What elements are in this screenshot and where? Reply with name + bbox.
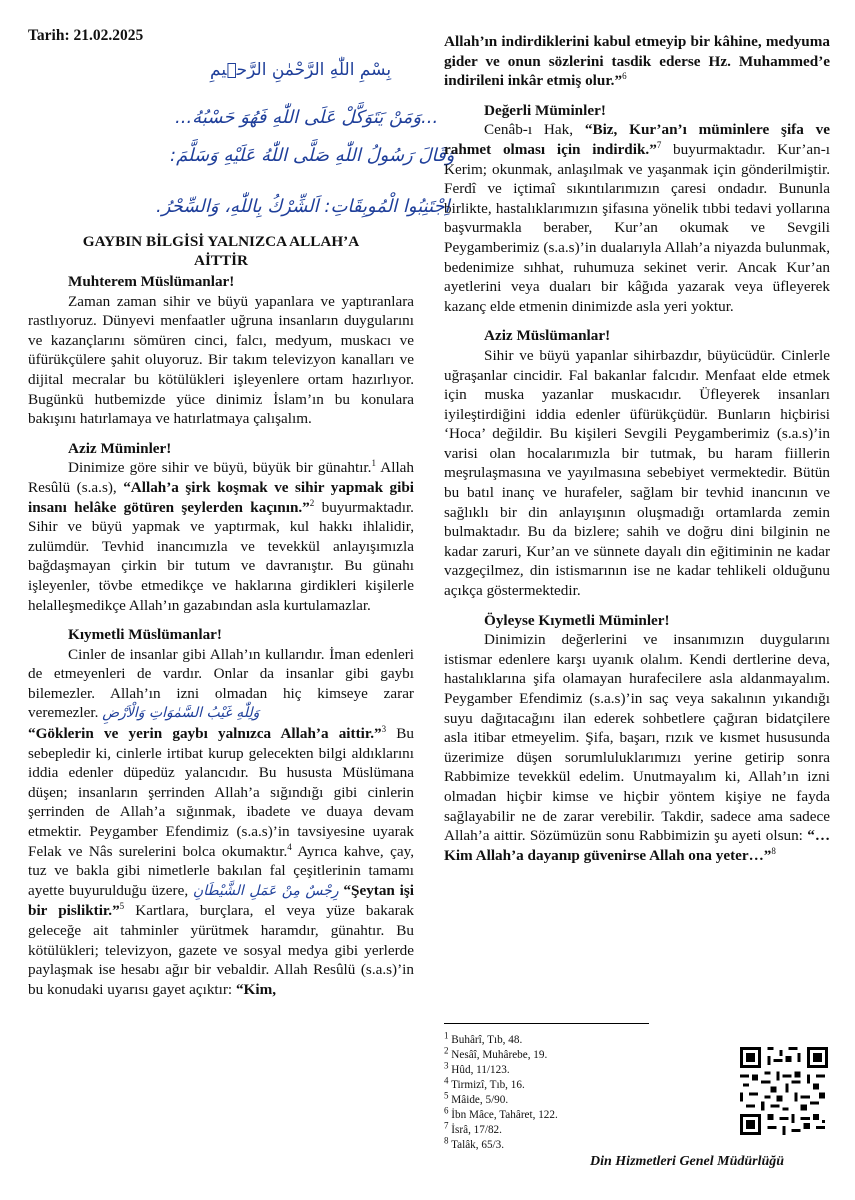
title-line-1: GAYBIN BİLGİSİ YALNIZCA ALLAH’A: [82, 233, 360, 250]
p-r3-text: Dinimizin değerlerini ve insanımızın duygularını istismar edenlere karşı uyanık olalım. Kendi dertlerine deva, hastalıklarına şifa olamayan hurafecilere asla aldanmayalım. Peygamber Efendimiz (s.a.s)’in saç veya sakalının yıkandığı suyu dağıtacağını ilan ederek sohbetlere çağıran bidatçilere asla itibar etmeyelim. Şifa, başarı, rızık ve kısmet hususunda üzerimize düşen sorumluluklarımızı yerine getirip sonra Rabbimize tevekkül edelim. Unutmayalım ki, Allah’ın izni olmadan hiçbir kimse ve hiçbir yöntem kişiye ne fayda sağlayabilir ne de zarar verebilir. Takdir, sadece ama sadece Allah’a aittir. Sözümüzün sonu Rabbimizin şu ayeti olsun:: [444, 631, 830, 845]
hadith-quote-kahin: Allah’ın indirdiklerini kabul etmeyip bir kâhine, medyuma gider ve onun sözlerini tasdik ederse Hz. Muhammed’e indirileni inkâr etmiş olur.”: [444, 33, 830, 90]
p2-text-a: Dinimize göre sihir ve büyü, büyük bir günahtır.: [68, 459, 372, 477]
title-line-2: AİTTİR: [193, 252, 249, 269]
heading-aziz-muslumanlar: Aziz Müslümanlar!: [484, 327, 611, 345]
footnote-item: $^5$ Mâide, 5/90.: [444, 1090, 509, 1106]
paragraph-conclusion: [444, 630, 830, 865]
footnote-item: $^8$ Talâk, 65/3.: [444, 1135, 505, 1151]
footnote-ref-8: 8: [771, 845, 776, 856]
verse-quote-shifa: “Biz, Kur’an’ı müminlere şifa ve rahmet olması için indirdik.”: [444, 121, 830, 158]
arabic-inline-ghayb: وَلِلّٰهِ غَيْبُ السَّمٰوَاتِ وَالْاَرْضِ: [102, 705, 260, 722]
verse-quote-rijs: “Şeytan işi bir pisliktir.”: [28, 881, 415, 920]
footnote-item: $^2$ Nesâî, Muhârebe, 19.: [444, 1045, 548, 1061]
footnote-ref-4: 4: [287, 841, 292, 852]
footnote-item: $^6$ İbn Mâce, Tahâret, 122.: [444, 1105, 558, 1121]
paragraph-hadith-continued: [444, 32, 830, 91]
footnote-item: $^4$ Tirmizî, Tıb, 16.: [444, 1075, 525, 1091]
arabic-inline-rijs: رِجْسٌ مِنْ عَمَلِ الشَّيْطَانِ: [192, 882, 339, 899]
p-r1-text-b: buyurmaktadır. Kur’an-ı Kerim; okunmak, anlaşılmak ve yaşanmak için gönderilmiştir. Ferdî ve içtimaî sıkıntılarımızın çaresi ondadır. Bununla birlikte, hastalıklarımızın şifasına yönelik tıbbi tedavi yollarına başvurmakla beraber, Kur’an okumak ve Sevgili Peygamberimiz (s.a.s)’in dualarıyla Allah’a niyazda bulunmak, bedenimize sıhhat, ruhumuza sekinet verir. Ancak Kur’an ayetlerini veya duaları bir kâğıda yazarak veya üfleyerek kazanç elde etmenin dinimizde asla yeri yoktur.: [444, 140, 830, 315]
arabic-hadith-intro: وَقَالَ رَسُولُ اللّٰهِ صَلَّى اللّٰهُ عَلَيْهِ وَسَلَّمَ:: [170, 145, 455, 166]
footnote-ref-3: 3: [381, 724, 387, 734]
paragraph-quran-shifa: [444, 120, 830, 316]
left-column: [28, 272, 414, 1009]
paragraph-jinn: [28, 645, 414, 1000]
verse-quote-ghayb: “Göklerin ve yerin gaybı yalnızca Allah’a aittir.”: [28, 725, 382, 743]
footnote-item: $^3$ Hûd, 11/123.: [444, 1060, 510, 1076]
p3-text-b: Bu sebepledir ki, cinlerle irtibat kurup gelecekten bilgi aldıklarını iddia edenler düpedüz yalancıdır. Bu hususta Müslümana düşen; insanların şerrinden Allah’a sığındığı gibi cinlerin şerrinden de Allah’a sığınmak, ibadete ve duaya devam etmektir. Peygamber Efendimiz (s.a.s)’in tavsiyesine uyarak Felak ve Nâs surelerini bolca okumaktır.: [28, 725, 414, 860]
arabic-verse-tawakkul: ...وَمَنْ يَتَوَكَّلْ عَلَى اللّٰهِ فَهُوَ حَسْبُهُ...: [175, 107, 439, 128]
p2-text-c: buyurmaktadır. Sihir ve büyü yapmak ve yaptırmak, kul hakkı ihlalidir, zulümdür. Tevhid inancımızla ve tevekkül anlayışımızla bağdaşmayan çirkin bir tutum ve davranıştır. Bu günahı işleyenler, tövbe etmedikçe ve haklarına girdikleri kişilerle helalleşmedikçe Allah’ın gazabından asla kurtulamazlar.: [28, 498, 414, 614]
footnote-ref-5: 5: [119, 901, 125, 912]
heading-degerli-mu-minler: Değerli Müminler!: [484, 101, 606, 119]
heading-kiymetli-muslumanlar: Kıymetli Müslümanlar!: [68, 626, 222, 644]
footnote-item: $^1$ Buhârî, Tıb, 48.: [444, 1030, 523, 1046]
p3-text-d: Kartlara, burçlara, el veya yüze bakarak geleceğe ait tahminler yürütmek haramdır, günahtır. Bu kötülükleri; televizyon, gazete ve sosyal medya gibi yerlerde paylaşmak ise hesabı ağır bir vebaldir. Allah Resûlü (s.a.s)’in bu konudaki uyarısı gayet açıktır:: [28, 902, 414, 998]
paragraph-intro: Zaman zaman sihir ve büyü yapanlara ve yaptıranlara rastlıyoruz. Dünyevi menfaatler uğruna insanların duygularını ve kazançlarını sömüren cinci, falcı, medyum, muskacı ve üfürükçülere şahit oluyoruz. Bir takım televizyon kanalları ve dijital mecralar bu kötülükleri işleyenlere ortam hazırlıyor. Bugünkü hutbemizde yüce dinimiz İslam’ın bu konulara bakışını hatırlamaya ve hatırlatmaya çalışalım.: [28, 292, 414, 428]
p-r1-text-a: Cenâb-ı Hak,: [484, 121, 585, 139]
heading-oyleyse: Öyleyse Kıymetli Müminler!: [484, 611, 670, 629]
sermon-date: Tarih: 21.02.2025: [28, 27, 144, 44]
verse-quote-tawakkul: “…Kim Allah’a dayanıp güvenirse Allah ona yeter…”: [444, 827, 830, 864]
footnote-ref-2: 2: [309, 497, 315, 508]
arabic-hadith-text: اِجْتَنِبُوا الْمُوبِقَاتِ: اَلشِّرْكُ بِاللّٰهِ، وَالسِّحْرُ.: [156, 196, 450, 217]
footnote-ref-7: 7: [656, 139, 662, 150]
footnote-ref-6: 6: [622, 71, 627, 82]
p3-text-a: Cinler de insanlar gibi Allah’ın kullarıdır. İman edenleri de etmeyenleri de vardır. Onlar da insanlar gibi gaybı bilemezler. Allah’ın izni olmadan hiç kimseye zarar veremezler.: [28, 645, 414, 722]
sermon-title: [28, 232, 414, 270]
p3-text-c: Ayrıca kahve, çay, tuz ve bakla gibi nimetlerle bakılan fal çeşitlerinin tamamı ayette buyurulduğu üzere,: [28, 842, 414, 899]
qr-code[interactable]: [740, 1047, 828, 1135]
hadith-quote-kim: “Kim,: [235, 980, 277, 998]
paragraph-sin: [28, 458, 414, 615]
signature-directorate: Din Hizmetleri Genel Müdürlüğü: [590, 1154, 785, 1169]
heading-aziz-mu-minler: Aziz Müminler!: [68, 439, 172, 457]
footnotes-list: [444, 1030, 704, 1153]
footnote-item: $^7$ İsrâ, 17/82.: [444, 1120, 502, 1136]
right-column: [444, 32, 830, 875]
p2-text-b: Allah Resûlü (s.a.s),: [28, 459, 415, 496]
basmala-calligraphy: بِسْمِ اللّٰهِ الرَّحْمٰنِ الرَّح۪يمِ: [210, 60, 392, 80]
heading-muhterem: Muhterem Müslümanlar!: [68, 273, 235, 290]
footnote-separator: [444, 1023, 649, 1024]
paragraph-sorcerers: Sihir ve büyü yapanlar sihirbazdır, büyücüdür. Cinlerle uğraşanlar cincidir. Fal bakanlar falcıdır. Menfaat elde etmek için muska yazanlar muskacıdır. Üfleyerek insanları iyileştirdiğini iddia edenler üfürükçüdür. Bunların hiçbirisi ‘Hoca’ değildir. Bu kişileri Sevgili Peygamberimiz (s.a.s)’in varisi olan hocalarımızla bir tutmak, bu haram fiillerin meşrulaşmasına ve yayılmasına sebebiyet vermektedir. Bütün bu batıl inanç ve hurafeler, sağlam bir tevhid inancının ve sağlıklı bir din anlayışının oluşmadığı ortamlarda zemin bulmaktadır. Bu da bizlere; sahih ve doğru dini bilginin ne kadar zaruri, Kur’an ve sünnete dayalı din eğitiminin ne kadar vazgeçilmez, din istismarının ise ne kadar tehlikeli olduğunu açıkça göstermektedir.: [444, 346, 830, 600]
hadith-quote-1: “Allah’a şirk koşmak ve sihir yapmak gibi insanı helâke götüren şeylerden kaçının.”: [28, 478, 414, 516]
footnote-ref-1: 1: [371, 458, 376, 469]
